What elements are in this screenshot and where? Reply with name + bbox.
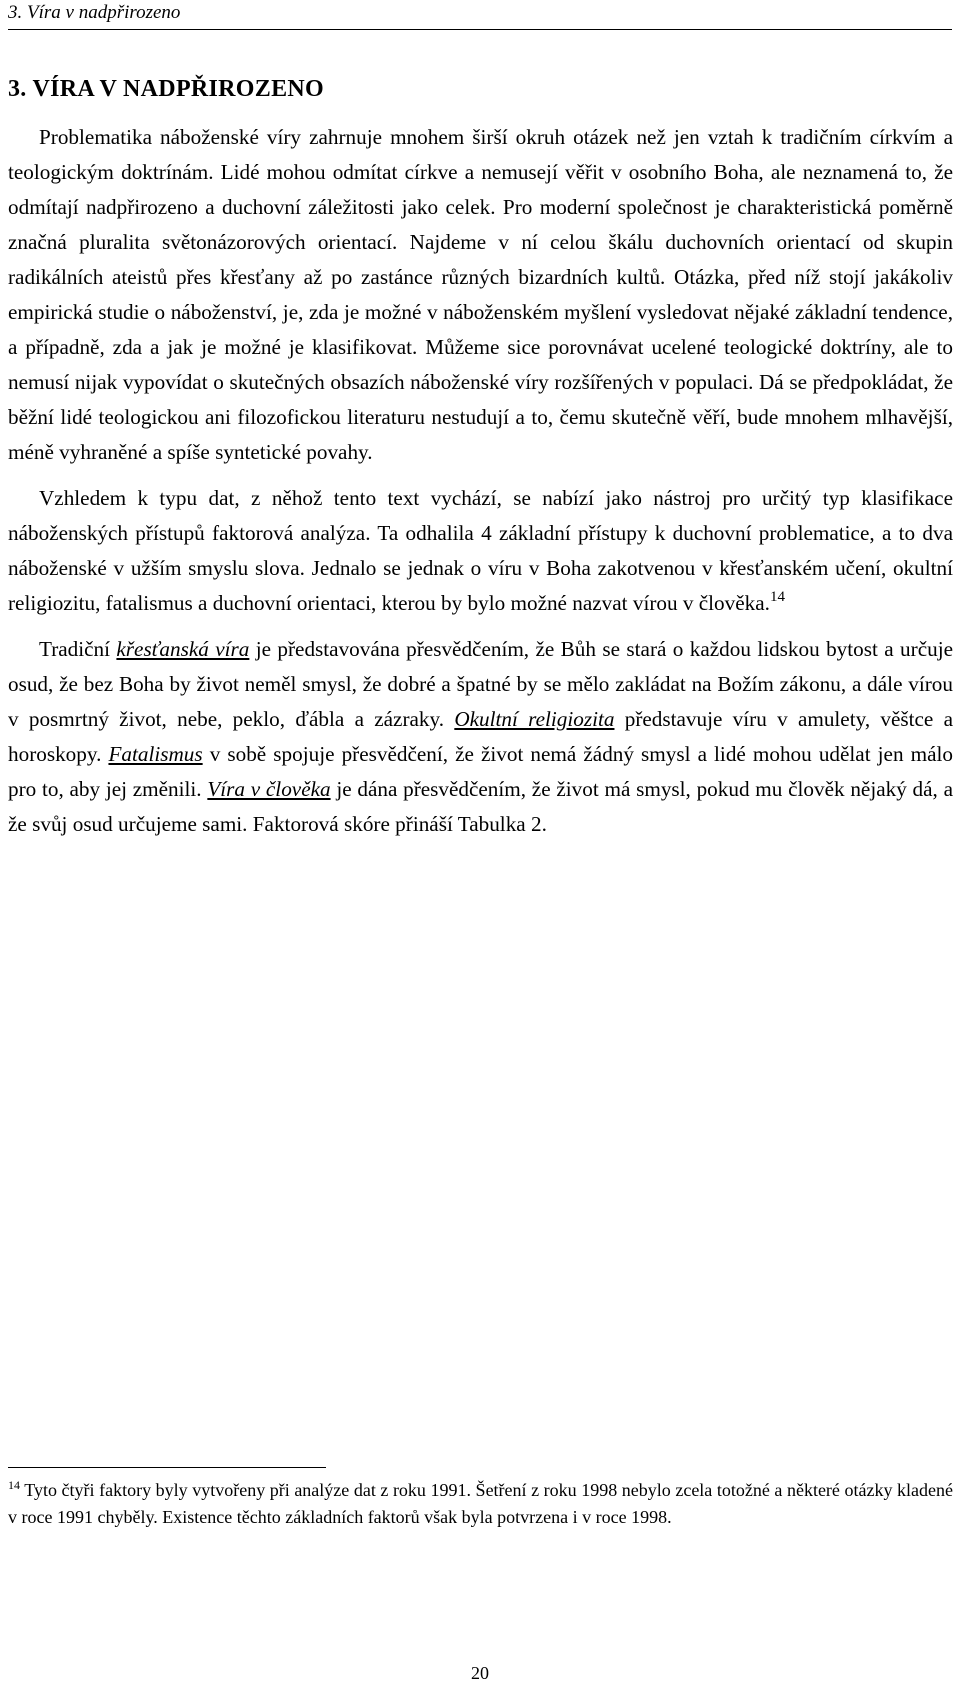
footnote-text: Tyto čtyři faktory byly vytvořeny při analýze dat z roku 1991. Šetření z roku 1998 nebylo zcela totožné a některé otázky kladené v roce 1991 chyběly. Existence těchto základních faktorů však byla potvrzena i v roce 1998.: [8, 1480, 953, 1527]
paragraph-2: [8, 481, 953, 621]
paragraph-3-text: představuje víru v amulety, věštce a horoskopy.: [8, 707, 953, 766]
paragraph-3-text: je představována přesvědčením, že Bůh se stará o každou lidskou bytost a určuje osud, že bez Boha by život neměl smysl, že dobré a špatné by se mělo zakládat na Božím zákonu, a dále vírou v posmrtný život, nebe, peklo, ďábla a zázraky.: [8, 637, 953, 731]
footnote-reference: 14: [769, 589, 785, 605]
term-fatalismus: Fatalismus: [108, 742, 203, 766]
running-header: 3. Víra v nadpřirozeno: [8, 2, 181, 23]
chapter-title: 3. VÍRA V NADPŘIROZENO: [8, 76, 324, 102]
header-rule: [8, 29, 952, 30]
paragraph-1: Problematika náboženské víry zahrnuje mnohem širší okruh otázek než jen vztah k tradičním církvím a teologickým doktrínám. Lidé mohou odmítat církve a nemusejí věřit v osobního Boha, ale neznamená to, že odmítají nadpřirozeno a duchovní záležitosti jako celek. Pro moderní společnost je charakteristická poměrně značná pluralita světonázorových orientací. Najdeme v ní celou škálu duchovních orientací od skupin radikálních ateistů přes křesťany až po zastánce různých bizardních kultů. Otázka, před níž stojí jakákoliv empirická studie o náboženství, je, zda je možné v náboženském myšlení vysledovat nějaké základní tendence, a případně, zda a jak je možné je klasifikovat. Můžeme sice porovnávat ucelené teologické doktríny, ale to nemusí nijak vypovídat o skutečných obsazích náboženské víry rozšířených v populaci. Dá se předpokládat, že běžní lidé teologickou ani filozofickou literaturu nestudují a to, čemu skutečně věří, bude mnohem mlhavější, méně vyhraněné a spíše syntetické povahy.: [8, 125, 953, 464]
body-text: [8, 120, 953, 842]
paragraph-3: [8, 632, 953, 842]
paragraph-3-text: v sobě spojuje přesvědčení, že život nemá žádný smysl a lidé mohou udělat jen málo pro to, aby jej změnili.: [8, 742, 953, 801]
paragraph-3-text: Tradiční: [39, 637, 117, 661]
paragraph-3-text: je dána přesvědčením, že život má smysl, pokud mu člověk nějaký dá, a že svůj osud určujeme sami. Faktorová skóre přináší Tabulka 2.: [8, 777, 953, 836]
paragraph-2-text: Vzhledem k typu dat, z něhož tento text vychází, se nabízí jako nástroj pro určitý typ klasifikace náboženských přístupů faktorová analýza. Ta odhalila 4 základní přístupy k duchovní problematice, a to dva náboženské v užším smyslu slova. Jednalo se jednak o víru v Boha zakotvenou v křesťanském učení, okultní religiozitu, fatalismus a duchovní orientaci, kterou by bylo možné nazvat vírou v člověka.: [8, 486, 953, 615]
page-number: 20: [471, 1663, 489, 1683]
footnote-number: 14: [8, 1478, 20, 1492]
term-vira-v-cloveka: Víra v člověka: [207, 777, 331, 801]
footnote: [8, 1477, 953, 1531]
term-krestanska-vira: křesťanská víra: [116, 637, 250, 661]
footnote-separator: [8, 1467, 326, 1468]
term-okultni-religiozita: Okultní religiozita: [454, 707, 615, 731]
